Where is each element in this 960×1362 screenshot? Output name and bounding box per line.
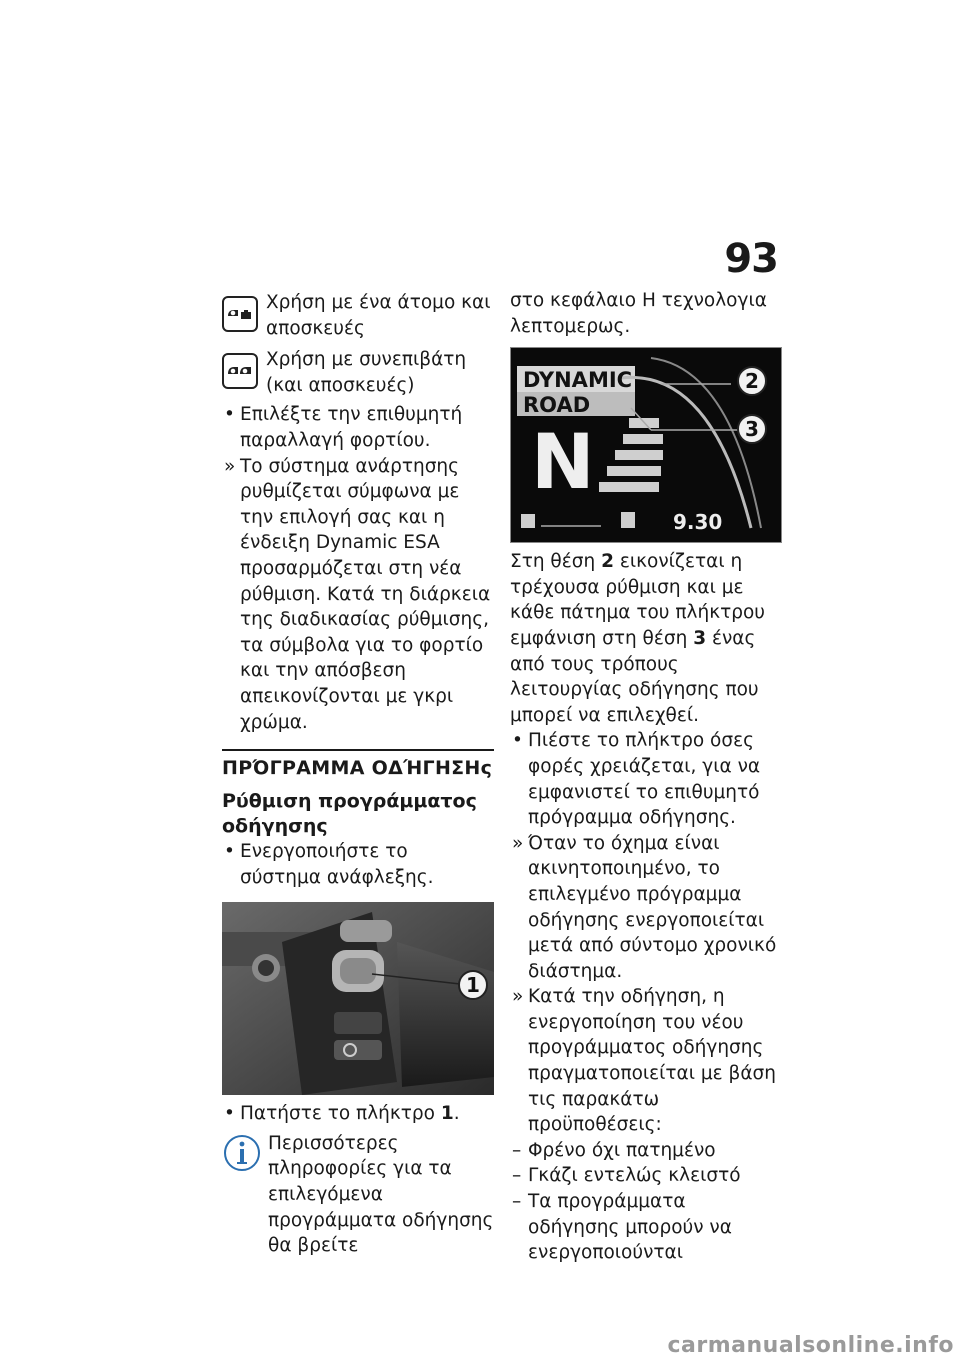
bullet-press-repeat xyxy=(510,728,782,830)
callout-1: 1 xyxy=(458,970,488,1000)
result-riding-text: Κατά την οδήγηση, η ενεργοποίηση του νέου προγράμματος οδήγησης πραγματοποιείται με βάση τις παρακάτω προϋποθέσεις: xyxy=(528,986,776,1136)
display-description xyxy=(510,549,782,728)
rider-passenger-icon xyxy=(222,353,258,389)
result-stationary-text: Όταν το όχημα είναι ακινητοποιημένο, το επιλεγμένο πρόγραμμα οδήγησης ενεργοποιείται μετά από σύντομο χρονικό διάστημα. xyxy=(528,832,777,982)
result-mark: » xyxy=(512,986,524,1008)
callout-3: 3 xyxy=(737,414,767,444)
condition-2-text: Γκάζι εντελώς κλειστό xyxy=(528,1165,741,1187)
result-mark: » xyxy=(512,832,524,854)
result-stationary xyxy=(510,831,782,985)
display-mode-bottom: ROAD xyxy=(523,393,591,418)
dash-mark: – xyxy=(512,1139,522,1161)
bullet-ignition xyxy=(222,839,494,890)
callout-2: 2 xyxy=(737,366,767,396)
handlebar-switch-photo xyxy=(222,902,494,1095)
result-riding xyxy=(510,984,782,1138)
condition-item xyxy=(510,1189,782,1266)
bullet-press-prefix: Πατήστε το πλήκτρο xyxy=(240,1103,441,1125)
desc-a-num: 2 xyxy=(601,551,614,573)
handlebar-illustration xyxy=(222,902,494,1095)
condition-3-text: Τα προγράμματα οδήγησης μπορούν να ενεργοποιούνται xyxy=(528,1191,732,1264)
subsection-title: Ρύθμιση προγράμματος οδήγησης xyxy=(222,790,477,838)
bullet-press-num: 1 xyxy=(440,1103,454,1125)
result-suspension xyxy=(222,454,494,736)
info-icon xyxy=(222,1133,262,1173)
bullet-mark: • xyxy=(224,404,235,426)
bullet-ignition-text: Ενεργοποιήστε το σύστημα ανάφλεξης. xyxy=(240,841,434,888)
result-suspension-text: Το σύστημα ανάρτησης ρυθμίζεται σύμφωνα με την επιλογή σας και η ένδειξη Dynamic ESA προσαρμόζεται στη νέα ρύθμιση. Κατά τη διάρκεια της διαδικασίας ρύθμισης, τα σύμβολα για το φορτίο και την απόσβεση απεικονίζονται με γκρι χρώμα. xyxy=(240,455,491,733)
bullet-mark: • xyxy=(512,730,523,752)
mode-solo-row xyxy=(222,288,494,341)
result-mark: » xyxy=(224,455,236,477)
desc-b-num: 3 xyxy=(693,627,707,649)
mode-passenger-row xyxy=(222,345,494,398)
bullet-press-suffix: . xyxy=(453,1103,460,1125)
continuation-text: στο κεφάλαιο Η τεχνολογια λεπτομερως. xyxy=(510,290,767,337)
dash-mark: – xyxy=(512,1191,522,1213)
info-note-text: Περισσότερες πληροφορίες για τα επιλεγόμενα προγράμματα οδήγησης θα βρείτε xyxy=(268,1132,494,1257)
bullet-mark: • xyxy=(224,841,235,863)
right-column xyxy=(510,288,782,1266)
display-gear: N xyxy=(531,417,595,507)
bullet-press xyxy=(222,1101,494,1127)
page-number: 93 xyxy=(724,236,778,282)
info-note-row xyxy=(222,1131,494,1259)
left-column xyxy=(222,288,494,1263)
display-odometer: 9.30 xyxy=(673,510,723,535)
mode-solo-text: Χρήση με ένα άτομο και αποσκευές xyxy=(266,292,491,339)
instrument-display xyxy=(510,347,782,543)
bullet-press-repeat-text: Πιέστε το πλήκτρο όσες φορές χρειάζεται, για να εμφανιστεί το επιθυμητό πρόγραμμα οδήγησης. xyxy=(528,730,761,829)
desc-c: ένας από τους τρόπους λειτουργίας οδήγησης που μπορεί να επιλεχθεί. xyxy=(510,627,759,726)
rider-luggage-icon xyxy=(222,296,258,332)
section-title: ΠΡΌΓΡΑΜΜΑ ΟΔΉΓΗΣΗς xyxy=(222,749,494,779)
watermark: carmanualsonline.info xyxy=(667,1333,954,1358)
desc-b: εικονίζεται η τρέχουσα ρύθμιση και με κάθε πάτημα του πλήκτρου εμφάνιση στη θέση xyxy=(510,551,765,649)
condition-1-text: Φρένο όχι πατημένο xyxy=(528,1139,716,1161)
condition-item xyxy=(510,1163,782,1189)
condition-item xyxy=(510,1138,782,1164)
bullet-mark: • xyxy=(224,1103,235,1125)
desc-a: Στη θέση xyxy=(510,551,602,573)
bullet-select-load-text: Επιλέξτε την επιθυμητή παραλλαγή φορτίου. xyxy=(240,404,463,451)
dash-mark: – xyxy=(512,1165,522,1187)
bullet-select-load xyxy=(222,402,494,453)
mode-passenger-text: Χρήση με συνεπιβάτη (και αποσκευές) xyxy=(266,349,467,396)
display-mode-top: DYNAMIC xyxy=(523,368,633,393)
